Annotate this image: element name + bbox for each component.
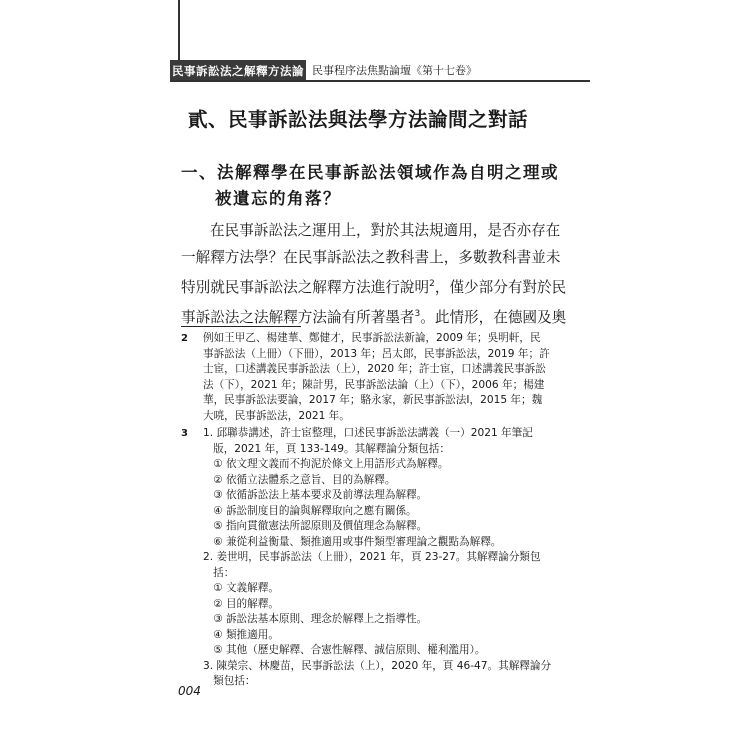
body-text: 特別就民事訴訟法之解釋方法進行說明: [181, 278, 430, 296]
subsection-heading-line2: 被遺忘的角落？: [215, 189, 341, 208]
book-title-tab: 民事訴訟法之解釋方法論: [170, 60, 306, 82]
footnote-separator: [181, 326, 301, 327]
body-paragraph: [181, 218, 573, 332]
footnote-line: 事訴訟法（上冊）（下冊），2013 年；呂太郎，民事訴訟法，2019 年；許: [203, 347, 550, 360]
body-line: 在民事訴訟法之運用上，對於其法規適用，是否亦存在: [210, 222, 561, 239]
subsection-heading: [181, 160, 571, 212]
footnote-line: ④ 類推適用。: [203, 628, 279, 641]
footnote-line: 類包括：: [203, 675, 256, 687]
subsection-heading-line1: 一、法解釋學在民事訴訟法領域作為自明之理或: [181, 163, 559, 182]
footnote-3: [181, 426, 573, 690]
footnote-line: 華，民事訴訟法要論，2017 年；駱永家，新民事訴訟法Ⅰ，2015 年；魏: [203, 394, 543, 406]
footnote-line: ⑤ 其他（歷史解釋、合憲性解釋、誠信原則、權利濫用）。: [203, 644, 486, 656]
footnote-line: 括：: [203, 566, 235, 579]
body-line: 一解釋方法學？在民事訴訟法之教科書上，多數教科書並未: [181, 248, 561, 266]
footnote-line: 版，2021 年，頁 133-149。其解釋論分類包括：: [203, 442, 450, 455]
footnote-line: ③ 依循訴訟法上基本要求及前導法理為解釋。: [203, 489, 428, 501]
footnote-line: ① 依文理文義而不拘泥於條文上用語形式為解釋。: [203, 458, 449, 470]
body-text: 。此情形，在德國及奧: [420, 309, 567, 327]
footnote-line: ① 文義解釋。: [203, 582, 279, 594]
footnote-line: ④ 訴訟制度目的論與解釋取向之應有關係。: [203, 504, 417, 517]
footnote-number: 3: [181, 428, 188, 439]
footnote-line: 法（下），2021 年；陳計男，民事訴訟法論（上）（下），2006 年；楊建: [203, 378, 545, 391]
footnote-line: 大喨，民事訴訟法，2021 年。: [203, 409, 350, 422]
section-title: 貳、民事訴訟法與法學方法論間之對話: [188, 108, 529, 131]
body-text: ，僅少部分有對於民: [434, 278, 567, 296]
footnote-line: 例如王甲乙、楊建華、鄭健才，民事訴訟法新論，2009 年；吳明軒，民: [203, 332, 541, 344]
footnote-ref-3[interactable]: 3: [414, 309, 421, 320]
footnote-2: [181, 331, 573, 424]
body-line: [181, 271, 573, 301]
footnote-line: ② 目的解釋。: [203, 597, 279, 610]
footnote-line: 3. 陳榮宗、林慶苗，民事訴訟法（上），2020 年，頁 46-47。其解釋論分: [203, 659, 552, 672]
footnote-ref-2[interactable]: 2: [429, 279, 435, 289]
header-vertical-rule: [178, 0, 180, 60]
footnote-line: ⑤ 指向貫徹憲法所認原則及價值理念為解釋。: [203, 520, 428, 532]
footnote-number: 2: [181, 333, 188, 344]
running-header: [170, 60, 590, 82]
body-line: [181, 301, 573, 331]
footnote-line: ② 依循立法體系之意旨、目的為解釋。: [203, 473, 396, 486]
footnotes: [181, 331, 573, 690]
footnote-line: ③ 訴訟法基本原則、理念於解釋上之指導性。: [203, 613, 428, 625]
body-text: 事訴訟法之法解釋方法論有所著墨者: [181, 309, 415, 327]
footnote-line: 2. 姜世明，民事訴訟法（上冊），2021 年，頁 23-27。其解釋論分類包: [203, 551, 541, 563]
footnote-line: 1. 邱聯恭講述，許士宦整理，口述民事訴訟法講義（一）2021 年筆記: [203, 427, 533, 439]
header-rule: [170, 80, 590, 82]
series-title: 民事程序法焦點論壇《第十七卷》: [312, 64, 477, 77]
footnote-line: 士宦，口述講義民事訴訟法（上），2020 年；許士宦，口述講義民事訴訟: [203, 363, 546, 375]
footnote-line: ⑥ 兼從利益衡量、類推適用或事件類型審理論之觀點為解釋。: [203, 535, 502, 548]
page-number: 004: [178, 684, 201, 698]
